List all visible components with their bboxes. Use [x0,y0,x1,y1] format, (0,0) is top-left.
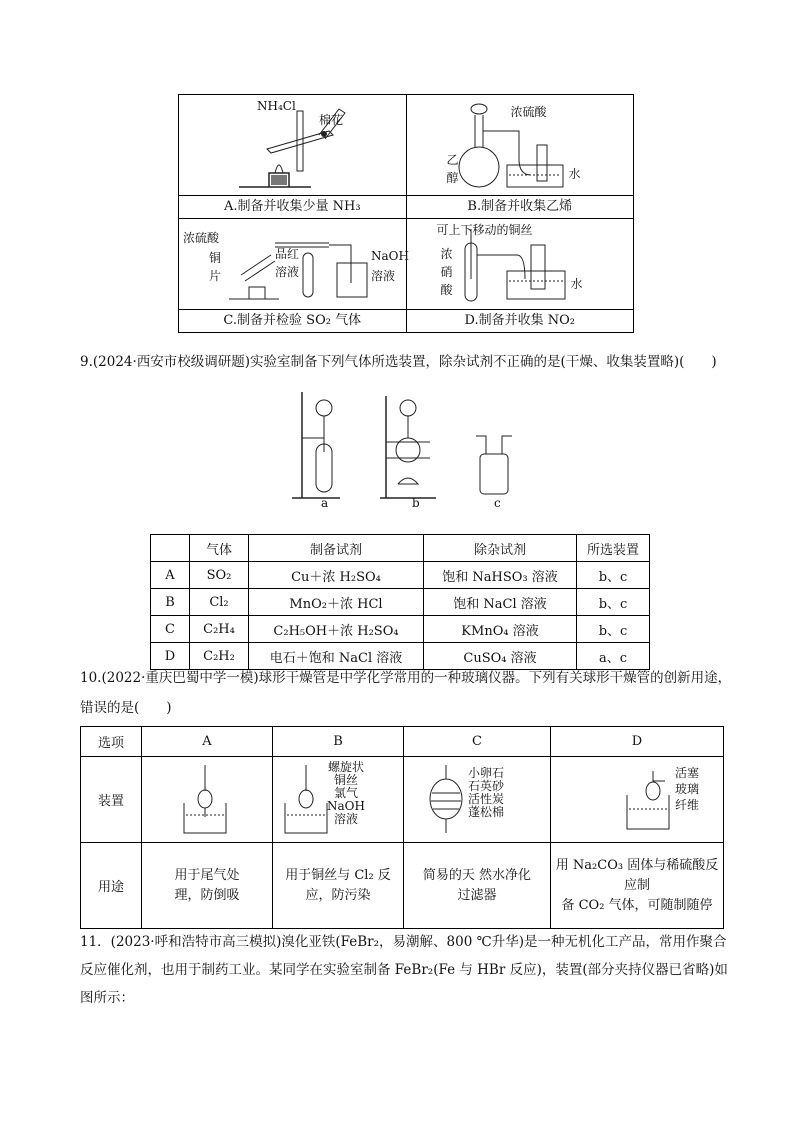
table-row [151,562,650,589]
table-cell: A [151,562,190,589]
apparatus-b-label: b [412,496,420,510]
header-cell: 所选装置 [577,535,650,562]
q11-line1: 11．(2023·呼和浩特市高三模拟)溴化亚铁(FeBr₂，易潮解、800 ℃升华)是一种无机化工产品，常用作聚合 [80,934,727,950]
drying-tube-filter-c [426,765,466,835]
table-cell: MnO₂＋浓 HCl [249,589,424,616]
label-stopcock: 活塞 [675,766,700,780]
use-cell-c [404,843,551,929]
label-xiao: 硝 [440,265,453,279]
label-pinhong: 品红 [275,247,300,261]
q8-options-grid [178,94,634,333]
caption-d: D.制备并收集 NO₂ [406,310,634,333]
header-cell: 气体 [190,535,249,562]
label-chun: 醇 [446,171,459,185]
label-naoh: NaOH [371,249,409,263]
label-chlorine: 氯气 [333,786,358,800]
label-spiral: 螺旋状 [327,760,364,774]
header-cell: B [273,727,404,757]
use-row [81,843,724,929]
q9-stem: 9.(2024·西安市校级调研题)实验室制备下列气体所选装置，除杂试剂不正确的是(干燥、收集装置略)( ) [80,354,717,370]
drying-tube-beaker-a [180,765,230,835]
drying-tube-beaker-b [281,765,331,835]
table-cell: C₂H₅OH＋浓 H₂SO₄ [249,616,424,643]
label-water: 水 [568,167,581,181]
table-cell: 饱和 NaCl 溶液 [424,589,577,616]
label-cotton: 蓬松棉 [468,805,505,819]
label-movable-copper: 可上下移动的铜丝 [436,223,533,237]
header-cell: 制备试剂 [249,535,424,562]
device-fig-a [142,757,273,843]
table-cell: SO₂ [190,562,249,589]
header-cell [151,535,190,562]
table-cell: KMnO₄ 溶液 [424,616,577,643]
label-carbon: 活性炭 [468,792,505,806]
caption-b: B.制备并收集乙烯 [406,196,634,219]
d-fig-labels [675,765,699,813]
q10-stem-line1: 10.(2022·重庆巴蜀中学一模)球形干燥管是中学化学常用的一种玻璃仪器。下列有关球形干燥管的创新用途， [80,670,732,686]
use-a-line1: 用于尾气处 [174,867,240,883]
table-cell: 电石＋饱和 NaCl 溶液 [249,643,424,670]
q8-fig-c-cell [179,219,407,310]
header-cell: 除杂试剂 [424,535,577,562]
label-cotton: 棉花 [319,113,344,127]
q8-fig-b [407,95,634,195]
table-row [151,616,650,643]
q8-fig-c [179,219,409,309]
caption-a: A.制备并收集少量 NH₃ [179,196,407,219]
table-cell: a、c [577,643,650,670]
q8-fig-d-cell [406,219,634,310]
label-nong: 浓 [440,247,453,261]
label-fiber: 纤维 [675,798,700,812]
b-fig-labels [327,761,365,826]
label-copper-wire: 铜丝 [333,773,358,787]
caption-c: C.制备并检验 SO₂ 气体 [179,310,407,333]
apparatus-a-label: a [321,496,329,510]
table-cell: b、c [577,589,650,616]
use-b-line2: 应，防污染 [305,887,371,903]
table-header-row [81,727,724,757]
use-d-line1: 用 Na₂CO₃ 固体与稀硫酸反应制 [555,857,719,893]
table-row [151,589,650,616]
table-cell: Cu＋浓 H₂SO₄ [249,562,424,589]
label-pinhong-soln: 溶液 [275,265,300,279]
table-header-row [151,535,650,562]
label-quartz: 石英砂 [468,779,505,793]
q8-fig-a-cell [179,95,407,196]
table-cell: b、c [577,616,650,643]
q9-apparatus-figure [280,388,540,516]
row-label-use: 用途 [81,843,142,929]
label-nh4cl: NH₄Cl [257,99,296,113]
header-cell: A [142,727,273,757]
q11-line2: 反应催化剂，也用于制药工业。某同学在实验室制备 FeBr₂(Fe 与 HBr 反应)，装置(部分夹持仪器已省略)如 [80,962,728,978]
q8-fig-d [407,219,634,309]
device-fig-d [551,757,724,843]
label-yi: 乙 [446,153,459,167]
device-fig-b [273,757,404,843]
table-cell: C₂H₂ [190,643,249,670]
header-cell: C [404,727,551,757]
label-naoh-soln: 溶液 [371,269,396,283]
table-cell: 饱和 NaHSO₃ 溶液 [424,562,577,589]
table-cell: B [151,589,190,616]
table-cell: CuSO₄ 溶液 [424,643,577,670]
q8-fig-a [179,95,406,195]
use-c-line2: 过滤器 [457,887,497,903]
use-cell-b [273,843,404,929]
use-c-line1: 简易的天 然水净化 [422,867,532,883]
table-cell: b、c [577,562,650,589]
device-row [81,757,724,843]
header-cell: 选项 [81,727,142,757]
c-fig-labels [468,767,504,819]
use-b-line1: 用于铜丝与 Cl₂ 反 [285,867,391,883]
label-copper: 铜 [209,251,222,265]
drying-tube-beaker-d [623,767,673,833]
use-a-line2: 理，防倒吸 [174,887,240,903]
use-cell-a [142,843,273,929]
use-d-line2: 备 CO₂ 气体，可随制随停 [561,897,713,913]
row-label-device: 装置 [81,757,142,843]
use-cell-d [551,843,724,929]
q9-table [150,534,650,670]
table-cell: C₂H₄ [190,616,249,643]
label-solution: 溶液 [333,812,358,826]
header-cell: D [551,727,724,757]
label-naoh: NaOH [327,799,365,813]
q11-line3: 图所示： [80,990,134,1006]
q8-fig-b-cell [406,95,634,196]
table-row [151,643,650,670]
q10-stem-line2: 错误的是( ) [80,700,172,716]
label-glass: 玻璃 [675,782,700,796]
label-conc-sulfuric: 浓硫酸 [510,105,547,119]
label-suan: 酸 [440,283,453,297]
table-cell: Cl₂ [190,589,249,616]
label-piece: 片 [209,269,222,283]
apparatus-c-label: c [494,496,501,510]
label-d-water: 水 [570,277,583,291]
device-fig-c [404,757,551,843]
table-cell: C [151,616,190,643]
label-c-conc-sulfuric: 浓硫酸 [183,231,220,245]
label-pebble: 小卵石 [468,766,505,780]
table-cell: D [151,643,190,670]
q10-table [80,726,724,929]
